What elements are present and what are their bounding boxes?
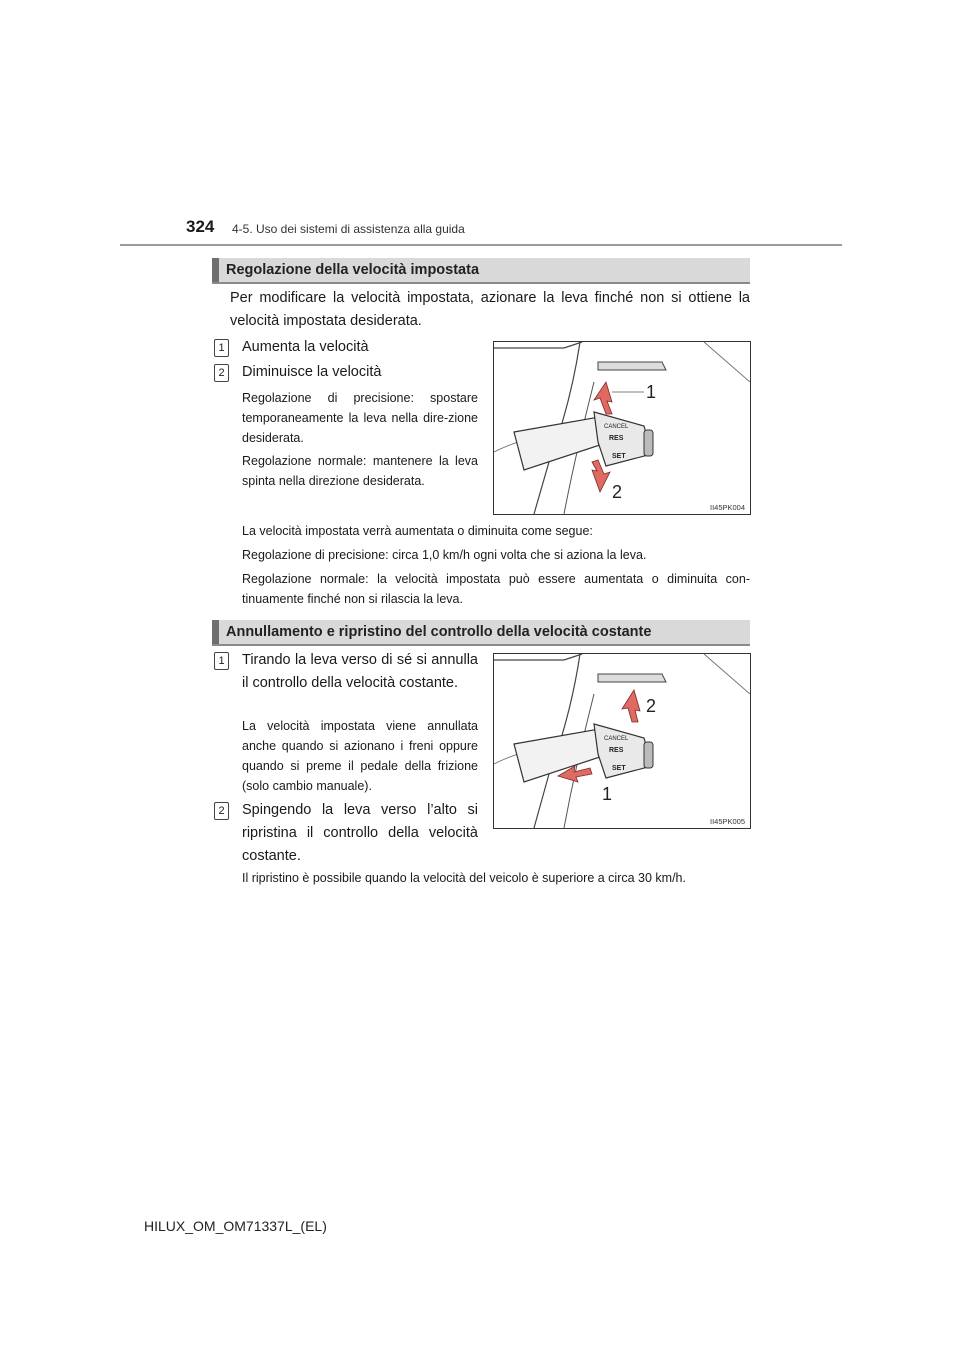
note-cancel-brakes: La velocità impostata viene annullata anche quando si azionano i freni oppure quando si preme il pedale della frizione (solo cambio manuale). bbox=[242, 719, 478, 793]
lever-res-label: RES bbox=[609, 747, 624, 754]
note-normal: Regolazione normale: mantenere la leva spinta nella direzione desiderata. bbox=[242, 454, 478, 488]
section-heading-bar bbox=[212, 258, 219, 282]
figure-lever-adjust bbox=[493, 341, 751, 515]
figure-lever-cancel-resume bbox=[493, 653, 751, 829]
item-text-resume: Spingendo la leva verso l’alto si ripristina il controllo della velocità costante. bbox=[242, 802, 478, 864]
lever-illustration bbox=[494, 654, 750, 828]
note-wide-3: Regolazione normale: la velocità impostata può essere aumentata o diminuita con-tinuamente finché non si rilascia la leva. bbox=[242, 572, 750, 606]
figure-code: II45PK005 bbox=[710, 817, 746, 826]
intro-paragraph: Per modificare la velocità impostata, azionare la leva finché non si ottiene la velocità impostata desiderata. bbox=[230, 290, 750, 329]
section-heading-bar bbox=[212, 620, 219, 644]
section-heading-regolazione bbox=[212, 258, 750, 284]
note-resume-speed: Il ripristino è possibile quando la velocità del veicolo è superiore a circa 30 km/h. bbox=[242, 871, 686, 885]
note-precision: Regolazione di precisione: spostare temporaneamente la leva nella dire-zione desiderata. bbox=[242, 391, 478, 445]
figure-code: II45PK004 bbox=[710, 503, 746, 512]
item-number-badge: 2 bbox=[214, 802, 229, 820]
item-text-increase: Aumenta la velocità bbox=[242, 339, 369, 355]
section-path: 4-5. Uso dei sistemi di assistenza alla guida bbox=[232, 222, 465, 236]
lever-cancel-label: CANCEL bbox=[604, 424, 629, 430]
lever-res-label: RES bbox=[609, 435, 624, 442]
section-heading-title: Annullamento e ripristino del controllo della velocità costante bbox=[226, 624, 652, 640]
figure-callout-resume: 2 bbox=[646, 696, 657, 716]
figure-callout-up: 1 bbox=[646, 382, 657, 402]
item-text-cancel: Tirando la leva verso di sé si annulla il controllo della velocità costante. bbox=[242, 652, 478, 691]
lever-illustration bbox=[494, 342, 750, 514]
note-wide-2: Regolazione di precisione: circa 1,0 km/h ogni volta che si aziona la leva. bbox=[242, 548, 647, 562]
page-number: 324 bbox=[186, 217, 215, 236]
section-heading-title: Regolazione della velocità impostata bbox=[226, 262, 480, 278]
header-rule bbox=[120, 244, 842, 246]
item-number-badge: 1 bbox=[214, 339, 229, 357]
item-text-decrease: Diminuisce la velocità bbox=[242, 364, 382, 380]
note-wide-1: La velocità impostata verrà aumentata o diminuita come segue: bbox=[242, 524, 593, 538]
figure-callout-cancel: 1 bbox=[602, 784, 613, 804]
lever-set-label: SET bbox=[612, 765, 626, 772]
section-heading-annullamento bbox=[212, 620, 750, 646]
figure-callout-down: 2 bbox=[612, 482, 623, 502]
item-number-badge: 1 bbox=[214, 652, 229, 670]
document-code: HILUX_OM_OM71337L_(EL) bbox=[144, 1218, 327, 1234]
item-number-badge: 2 bbox=[214, 364, 229, 382]
lever-cancel-label: CANCEL bbox=[604, 736, 629, 742]
lever-set-label: SET bbox=[612, 453, 626, 460]
